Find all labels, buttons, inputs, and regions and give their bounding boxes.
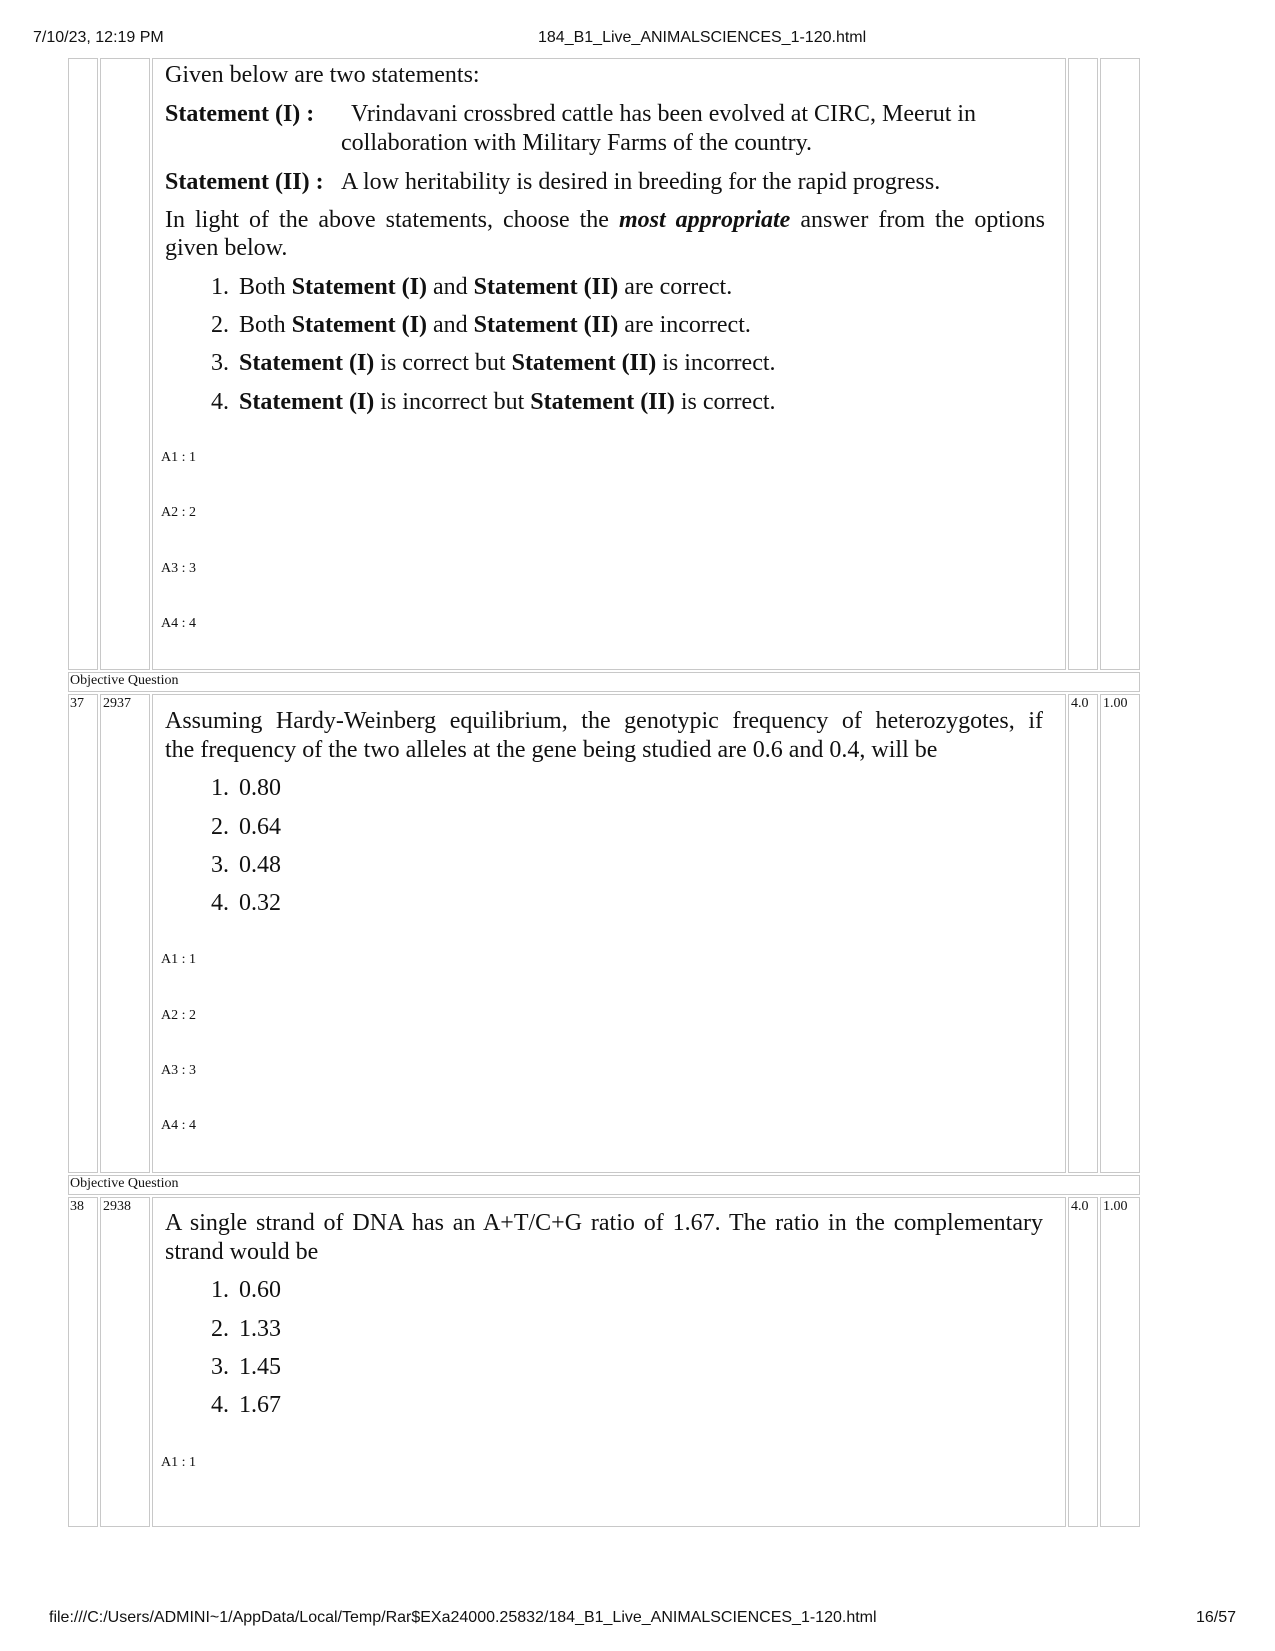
- q37-answer-2: A2 : 2: [161, 1008, 196, 1023]
- q36-option-4-s2: Statement (II): [530, 389, 675, 415]
- q38-option-2-text: 1.33: [239, 1316, 281, 1342]
- q36-option-3: [195, 348, 776, 378]
- q36-option-2-end: are incorrect.: [624, 312, 751, 338]
- q36-option-1-end: are correct.: [624, 274, 733, 300]
- q36-option-2-s1: Statement (I): [291, 312, 427, 338]
- q37-question-line1: Assuming Hardy-Weinberg equilibrium, the genotypic frequency of heterozygotes, if: [165, 708, 1043, 734]
- q36-prompt-a: In light of the above statements, choose the: [165, 207, 609, 233]
- q36-option-3-s2: Statement (II): [511, 350, 657, 376]
- q36-intro: Given below are two statements:: [165, 62, 480, 88]
- print-datetime: 7/10/23, 12:19 PM: [33, 29, 164, 46]
- q37-serial-number: 37: [70, 696, 84, 711]
- q36-option-2: [195, 310, 751, 340]
- q36-marks-cell: [1068, 58, 1098, 670]
- q36-statement-1-key: Statement (I) :: [165, 101, 315, 127]
- q36-option-4-end: is correct.: [680, 389, 776, 415]
- q36-option-2-mid: and: [432, 312, 468, 338]
- q37-option-1-text: 0.80: [239, 775, 281, 801]
- q36-answer-1: A1 : 1: [161, 450, 196, 465]
- q37-option-4: [195, 888, 281, 918]
- q36-option-4-s1: Statement (I): [239, 389, 375, 415]
- q37-answer-4: A4 : 4: [161, 1118, 196, 1133]
- q37-negative-marks: 1.00: [1103, 696, 1128, 711]
- q36-option-3-end: is incorrect.: [662, 350, 776, 376]
- q37-answer-1: A1 : 1: [161, 952, 196, 967]
- q36-option-4-mid: is incorrect but: [380, 389, 525, 415]
- q36-option-4: [195, 387, 776, 417]
- q37-body-cell: [152, 694, 1066, 1173]
- q36-option-1-num: 1.: [211, 274, 229, 300]
- q38-option-4-num: 4.: [211, 1392, 229, 1418]
- q36-option-1-a: Both: [239, 274, 286, 300]
- q38-option-2-num: 2.: [211, 1316, 229, 1342]
- q37-type-label: Objective Question: [70, 673, 179, 688]
- q37-type-row: [68, 672, 1140, 692]
- q36-option-4-num: 4.: [211, 389, 229, 415]
- q37-option-3-text: 0.48: [239, 852, 281, 878]
- q37-question-line2: the frequency of the two alleles at the gene being studied are 0.6 and 0.4, will be: [165, 737, 938, 763]
- q37-sno-cell: [68, 694, 98, 1173]
- q38-sno-cell: [68, 1197, 98, 1527]
- q37-option-2-text: 0.64: [239, 814, 281, 840]
- q37-negative-cell: [1100, 694, 1140, 1173]
- q36-statement-1-text-line1: Vrindavani crossbred cattle has been evolved at CIRC, Meerut in: [351, 101, 977, 127]
- q38-option-1: [195, 1275, 281, 1305]
- q38-option-1-text: 0.60: [239, 1277, 281, 1303]
- q37-option-4-text: 0.32: [239, 890, 281, 916]
- q36-prompt: [165, 205, 1045, 235]
- q36-option-3-s1: Statement (I): [239, 350, 375, 376]
- q37-marks: 4.0: [1071, 696, 1089, 711]
- q36-answer-4: A4 : 4: [161, 616, 196, 631]
- q38-option-1-num: 1.: [211, 1277, 229, 1303]
- q36-answer-2: A2 : 2: [161, 505, 196, 520]
- q38-option-3: [195, 1352, 281, 1382]
- print-page-number: 16/57: [1196, 1609, 1237, 1626]
- q37-option-3: [195, 850, 281, 880]
- q37-option-1: [195, 773, 281, 803]
- q38-question-line2: strand would be: [165, 1239, 319, 1265]
- q38-marks-cell: [1068, 1197, 1098, 1527]
- q36-prompt-b: answer from the options: [800, 207, 1046, 233]
- q38-type-row: [68, 1175, 1140, 1195]
- q36-statement-2: [165, 167, 1045, 197]
- q38-option-3-text: 1.45: [239, 1354, 281, 1380]
- q38-type-label: Objective Question: [70, 1176, 179, 1191]
- q37-option-4-num: 4.: [211, 890, 229, 916]
- print-file-path: file:///C:/Users/ADMINI~1/AppData/Local/Temp/Rar$EXa24000.25832/184_B1_Live_ANIMALSCIENCES_1-120.html: [49, 1609, 877, 1626]
- q37-option-3-num: 3.: [211, 852, 229, 878]
- q38-answer-1: A1 : 1: [161, 1455, 196, 1470]
- q36-statement-2-text: A low heritability is desired in breeding for the rapid progress.: [341, 169, 941, 195]
- q36-option-1: [195, 272, 732, 302]
- q36-option-3-mid: is correct but: [380, 350, 506, 376]
- q38-question-line1: A single strand of DNA has an A+T/C+G ratio of 1.67. The ratio in the complementary: [165, 1210, 1043, 1236]
- q37-option-2: [195, 812, 281, 842]
- q36-statement-1-line2: collaboration with Military Farms of the country.: [341, 130, 813, 156]
- q38-qid-cell: [100, 1197, 150, 1527]
- q36-option-2-s2: Statement (II): [473, 312, 619, 338]
- print-title: 184_B1_Live_ANIMALSCIENCES_1-120.html: [538, 29, 867, 46]
- q37-marks-cell: [1068, 694, 1098, 1173]
- q36-negative-cell: [1100, 58, 1140, 670]
- q36-option-1-mid: and: [432, 274, 468, 300]
- q38-serial-number: 38: [70, 1199, 84, 1214]
- q37-qid-cell: [100, 694, 150, 1173]
- q37-answer-3: A3 : 3: [161, 1063, 196, 1078]
- q38-question-id: 2938: [103, 1199, 131, 1214]
- q36-prompt-emphasis: most appropriate: [618, 207, 791, 233]
- q36-option-2-num: 2.: [211, 312, 229, 338]
- q36-answer-3: A3 : 3: [161, 561, 196, 576]
- q36-option-1-s1: Statement (I): [291, 274, 427, 300]
- q37-question-id: 2937: [103, 696, 131, 711]
- q38-marks: 4.0: [1071, 1199, 1089, 1214]
- q36-option-3-num: 3.: [211, 350, 229, 376]
- q38-option-2: [195, 1314, 281, 1344]
- q37-option-1-num: 1.: [211, 775, 229, 801]
- q38-option-4: [195, 1390, 281, 1420]
- q38-option-3-num: 3.: [211, 1354, 229, 1380]
- q38-option-4-text: 1.67: [239, 1392, 281, 1418]
- q36-option-2-a: Both: [239, 312, 286, 338]
- q36-qid-cell: [100, 58, 150, 670]
- q36-prompt-line2: given below.: [165, 235, 288, 261]
- q38-negative-marks: 1.00: [1103, 1199, 1128, 1214]
- q36-statement-1: [165, 99, 1045, 129]
- q36-sno-cell: [68, 58, 98, 670]
- q36-statement-2-key: Statement (II) :: [165, 169, 324, 195]
- q37-option-2-num: 2.: [211, 814, 229, 840]
- q36-option-1-s2: Statement (II): [473, 274, 619, 300]
- q38-negative-cell: [1100, 1197, 1140, 1527]
